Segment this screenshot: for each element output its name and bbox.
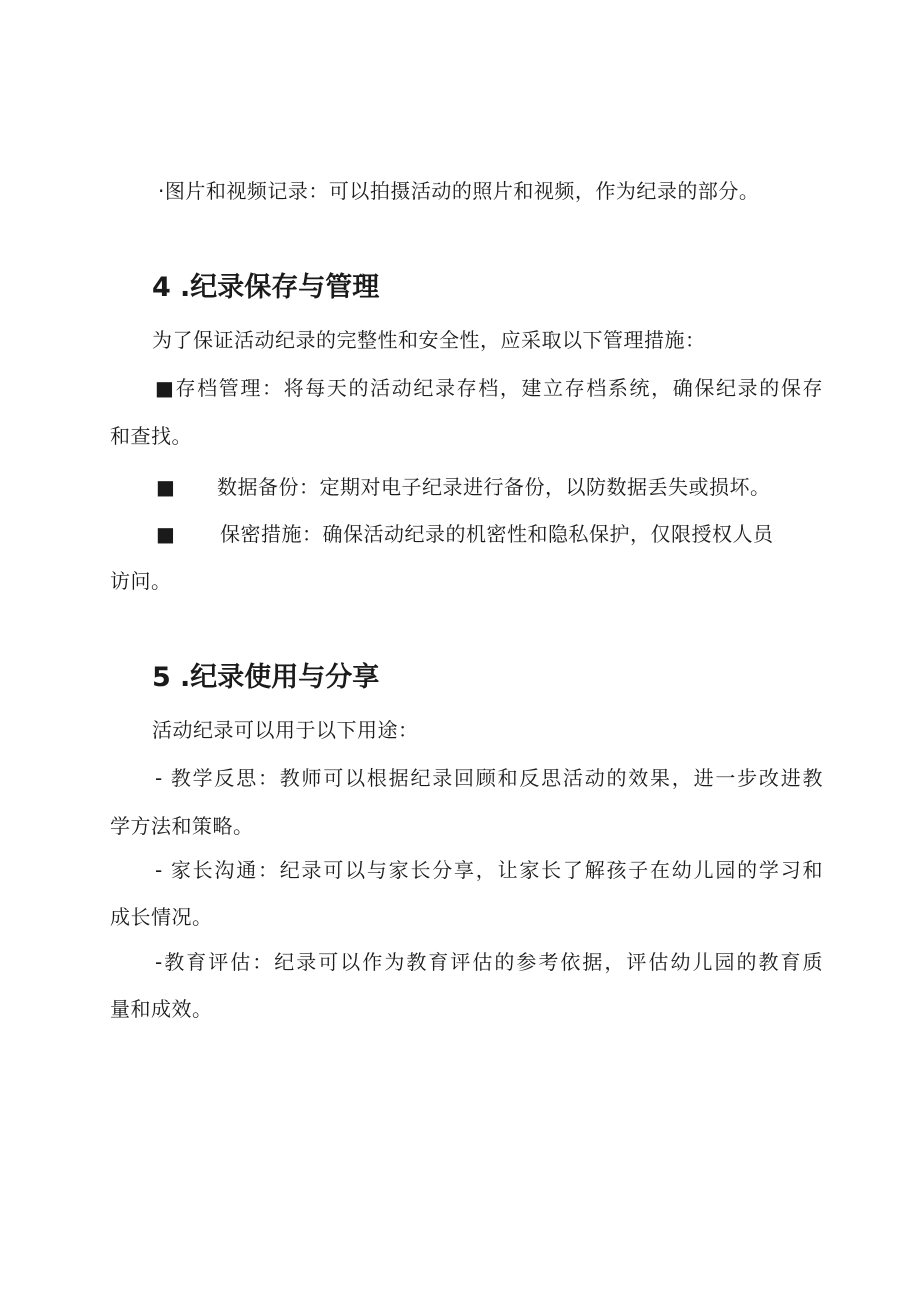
section-4-title: .纪录保存与管理 — [180, 272, 380, 303]
photo-video-item: ·图片和视频记录：可以拍摄活动的照片和视频，作为纪录的部分。 — [158, 179, 760, 203]
backup-bullet: ■ — [156, 475, 176, 499]
section-5-number: 5 — [152, 662, 171, 693]
parent-line-1: - 家长沟通：纪录可以与家长分享，让家长了解孩子在幼儿园的学习和 — [155, 858, 823, 882]
parent-line-2: 成长情况。 — [110, 905, 213, 929]
section-5-heading — [152, 660, 379, 696]
archive-line-1: ■存档管理：将每天的活动纪录存档，建立存档系统，确保纪录的保存 — [155, 376, 823, 400]
section-5-intro: 活动纪录可以用于以下用途： — [152, 718, 419, 742]
section-4-intro: 为了保证活动纪录的完整性和安全性，应采取以下管理措施： — [152, 328, 706, 352]
evaluation-line-1: -教育评估：纪录可以作为教育评估的参考依据，评估幼儿园的教育质 — [155, 950, 823, 974]
section-5-title: .纪录使用与分享 — [180, 662, 380, 693]
secret-line-2: 访问。 — [110, 569, 172, 593]
teaching-line-2: 学方法和策略。 — [110, 814, 254, 838]
teaching-line-1: - 教学反思：教师可以根据纪录回顾和反思活动的效果，进一步改进教 — [155, 766, 823, 790]
section-4-heading — [152, 270, 379, 306]
section-4-number: 4 — [152, 272, 171, 303]
backup-text: 数据备份：定期对电子纪录进行备份，以防数据丢失或损坏。 — [217, 475, 771, 499]
secret-bullet: ■ — [156, 522, 176, 546]
archive-line-2: 和查找。 — [110, 424, 192, 448]
secret-text: 保密措施：确保活动纪录的机密性和隐私保护，仅限授权人员 — [220, 522, 774, 546]
evaluation-line-2: 量和成效。 — [110, 997, 213, 1021]
